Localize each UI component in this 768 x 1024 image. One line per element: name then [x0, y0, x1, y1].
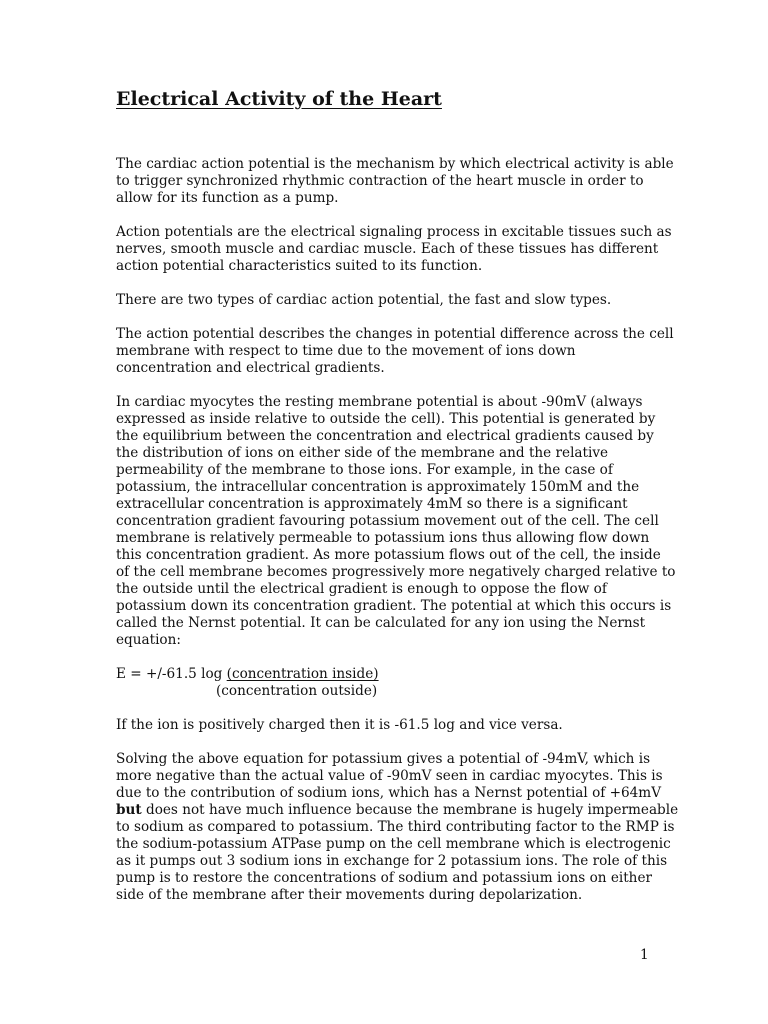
text-line: side of the membrane after their movements during depolarization.: [116, 887, 583, 903]
paragraph-sign: [116, 717, 656, 734]
text-line: [116, 802, 679, 819]
emphasis-but: but: [116, 802, 142, 818]
text-line: due to the contribution of sodium ions, which has a Nernst potential of +64mV: [116, 785, 662, 801]
text-line: If the ion is positively charged then it is -61.5 log and vice versa.: [116, 717, 563, 733]
text-line: potassium down its concentration gradient. The potential at which this occurs is: [116, 598, 672, 614]
text-line: In cardiac myocytes the resting membrane potential is about -90mV (always: [116, 394, 643, 410]
text-line: to sodium as compared to potassium. The third contributing factor to the RMP is: [116, 819, 675, 835]
text-line: allow for its function as a pump.: [116, 190, 339, 206]
page-title: Electrical Activity of the Heart: [116, 88, 442, 110]
text-fragment: does not have much influence because the membrane is hugely impermeable: [141, 802, 679, 818]
text-line: called the Nernst potential. It can be calculated for any ion using the Nernst: [116, 615, 646, 631]
equation-numerator: (concentration inside): [226, 666, 379, 682]
text-line: membrane is relatively permeable to potassium ions thus allowing flow down: [116, 530, 650, 546]
paragraph-resting-potential: [116, 394, 676, 649]
text-line: to trigger synchronized rhythmic contraction of the heart muscle in order to: [116, 173, 644, 189]
paragraph-potential-difference: [116, 326, 674, 377]
text-line: the outside until the electrical gradient is enough to oppose the flow of: [116, 581, 607, 597]
paragraph-action-potentials: [116, 224, 672, 275]
text-line: membrane with respect to time due to the movement of ions down: [116, 343, 576, 359]
text-line: this concentration gradient. As more potassium flows out of the cell, the inside: [116, 547, 661, 563]
equation-line-numerator: [116, 666, 656, 683]
text-line: equation:: [116, 632, 181, 648]
text-line: more negative than the actual value of -90mV seen in cardiac myocytes. This is: [116, 768, 663, 784]
text-line: There are two types of cardiac action potential, the fast and slow types.: [116, 292, 612, 308]
text-line: potassium, the intracellular concentration is approximately 150mM and the: [116, 479, 640, 495]
equation-lhs: E = +/-61.5 log: [116, 666, 227, 682]
text-line: concentration gradient favouring potassium movement out of the cell. The cell: [116, 513, 659, 529]
text-line: the equilibrium between the concentration and electrical gradients caused by: [116, 428, 654, 444]
document-body: [116, 156, 679, 921]
text-line: Solving the above equation for potassium gives a potential of -94mV, which is: [116, 751, 651, 767]
nernst-equation: [116, 666, 656, 700]
text-line: extracellular concentration is approximately 4mM so there is a significant: [116, 496, 628, 512]
text-line: action potential characteristics suited to its function.: [116, 258, 483, 274]
text-line: pump is to restore the concentrations of sodium and potassium ions on either: [116, 870, 652, 886]
text-line: of the cell membrane becomes progressively more negatively charged relative to: [116, 564, 676, 580]
text-line: The action potential describes the changes in potential difference across the cell: [116, 326, 674, 342]
page-number: 1: [640, 947, 649, 963]
text-line: Action potentials are the electrical signaling process in excitable tissues such as: [116, 224, 672, 240]
equation-denominator: (concentration outside): [216, 683, 378, 699]
text-line: the distribution of ions on either side of the membrane and the relative: [116, 445, 609, 461]
text-line: nerves, smooth muscle and cardiac muscle. Each of these tissues has different: [116, 241, 659, 257]
text-line: permeability of the membrane to those ions. For example, in the case of: [116, 462, 613, 478]
paragraph-solving: [116, 751, 679, 904]
text-line: the sodium-potassium ATPase pump on the cell membrane which is electrogenic: [116, 836, 671, 852]
text-line: concentration and electrical gradients.: [116, 360, 385, 376]
text-line: The cardiac action potential is the mechanism by which electrical activity is able: [116, 156, 674, 172]
text-line: expressed as inside relative to outside the cell). This potential is generated by: [116, 411, 656, 427]
paragraph-intro: [116, 156, 674, 207]
paragraph-types: [116, 292, 656, 309]
text-line: as it pumps out 3 sodium ions in exchange for 2 potassium ions. The role of this: [116, 853, 668, 869]
